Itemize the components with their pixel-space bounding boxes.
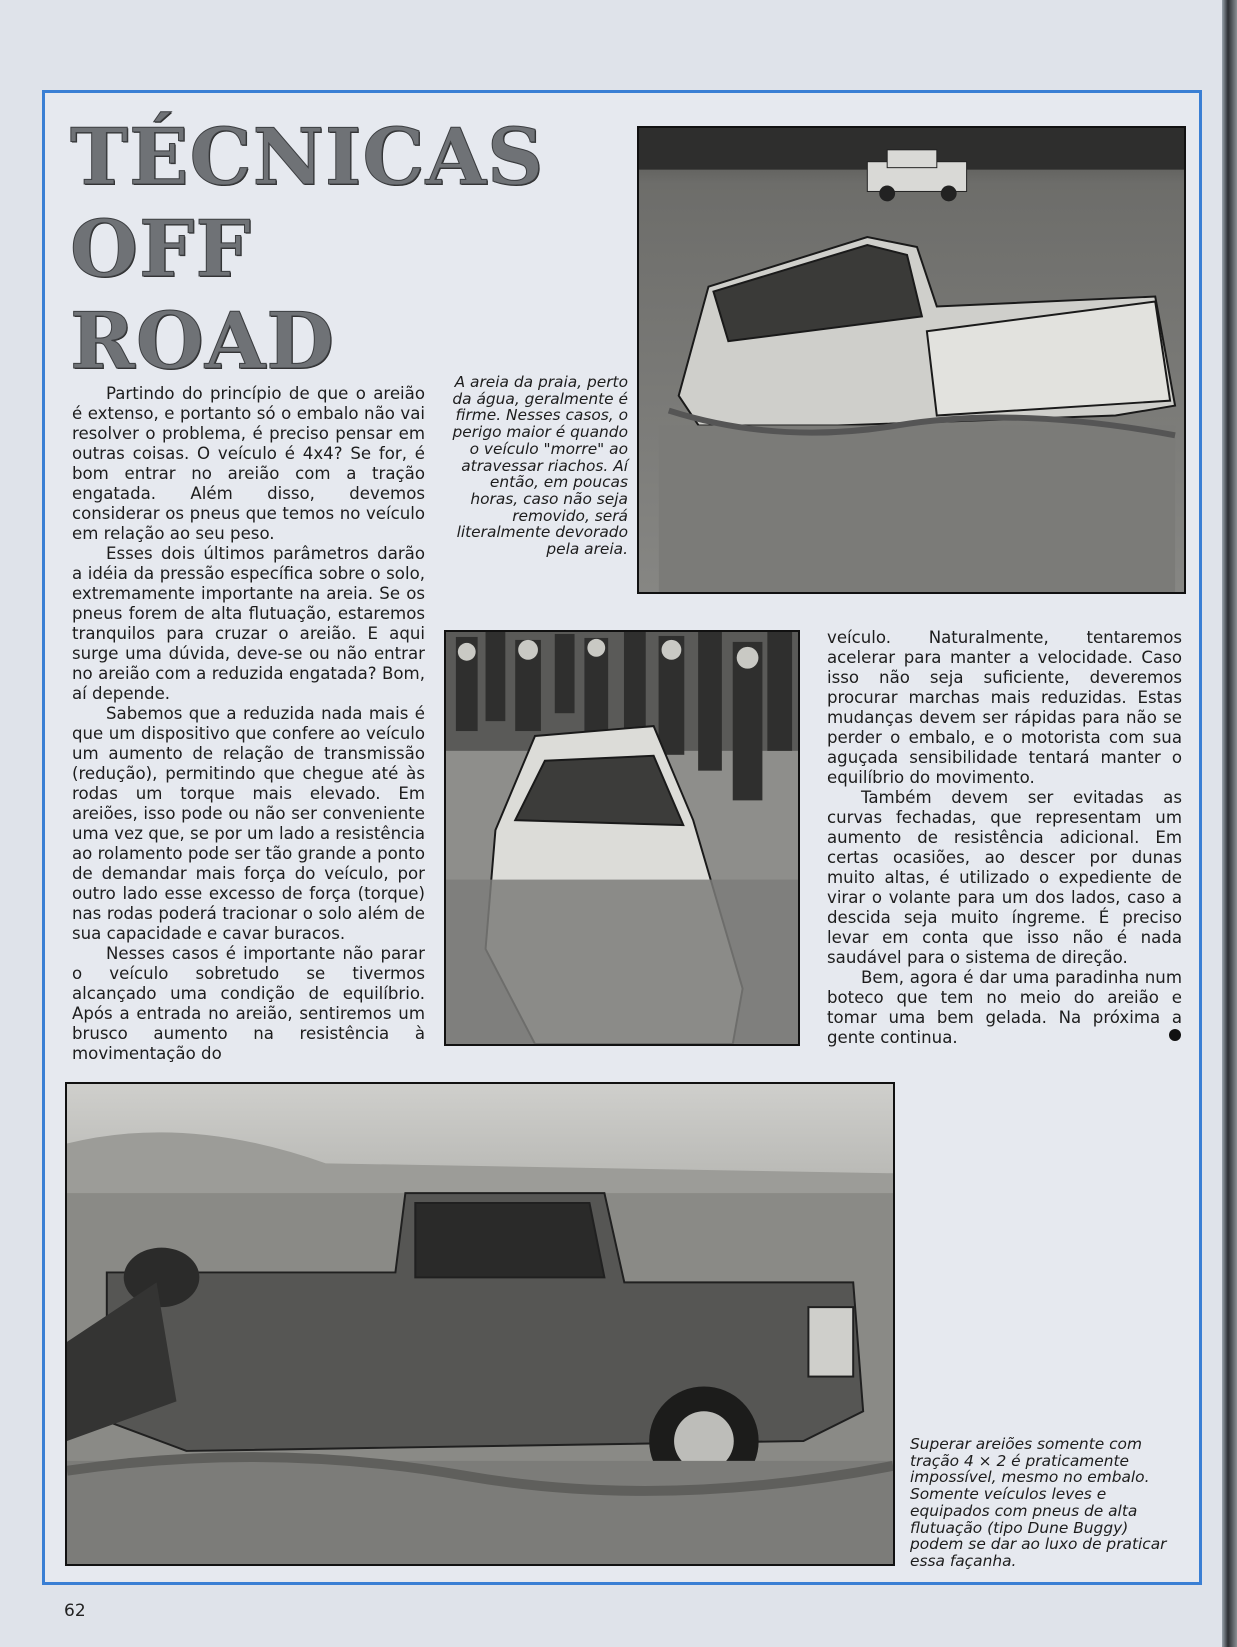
- right-text-column: [827, 628, 1182, 1048]
- left-text-column: [72, 384, 425, 1064]
- right-paragraph: Bem, agora é dar uma paradinha num boteco que tem no meio do areião e tomar uma bem gelada. Na próxima a gente continua.: [827, 968, 1182, 1047]
- title-line-2: OFF ROAD: [70, 204, 335, 387]
- title-line-1: TÉCNICAS: [70, 112, 545, 203]
- photo-truck-sunk-in-beach: [637, 126, 1186, 594]
- photo-car-sunk-crowd: [444, 630, 800, 1046]
- article-title: [70, 112, 545, 388]
- left-paragraph: Esses dois últimos parâmetros darão a idéia da pressão específica sobre o solo, extremamente importante na areia. Se os pneus forem de alta flutuação, estaremos tranquilos para cruzar o areião. E aqui surge uma dúvida, deve-se ou não entrar no areião com a reduzida engatada? Bom, aí depende.: [72, 544, 425, 703]
- caption-beach-photo: A areia da praia, perto da água, geralmente é firme. Nesses casos, o perigo maior é quando o veículo "morre" ao atravessar riachos. Aí então, em poucas horas, caso não seja removido, será literalmente devorado pela areia.: [452, 373, 628, 559]
- end-of-article-marker: [1169, 1029, 1181, 1041]
- page-edge: [1222, 0, 1237, 1647]
- photo-pickup-stuck-in-sand: [65, 1082, 895, 1566]
- caption-pickup-photo: Superar areiões somente com tração 4 × 2 é praticamente impossível, mesmo no embalo. Somente veículos leves e equipados com pneus de alta flutuação (tipo Dune Buggy) podem se dar ao luxo de praticar essa façanha.: [910, 1435, 1167, 1570]
- right-paragraph: Também devem ser evitadas as curvas fechadas, que representam um aumento de resistência adicional. Em certas ocasiões, ao descer por dunas muito altas, é utilizado o expediente de virar o volante para um dos lados, caso a descida seja muito íngreme. É preciso levar em conta que isso não é nada saudável para o sistema de direção.: [827, 788, 1182, 967]
- page-number: 62: [64, 1601, 86, 1621]
- left-paragraph: Partindo do princípio de que o areião é extenso, e portanto só o embalo não vai resolver o problema, é preciso pensar em outras coisas. O veículo é 4x4? Se for, é bom entrar no areião com a tração engatada. Além disso, devemos considerar os pneus que temos no veículo em relação ao seu peso.: [72, 384, 425, 543]
- left-paragraph: Nesses casos é importante não parar o veículo sobretudo se tivermos alcançado uma condição de equilíbrio. Após a entrada no areião, sentiremos um brusco aumento na resistência à movimentação do: [72, 944, 425, 1063]
- right-paragraph: veículo. Naturalmente, tentaremos acelerar para manter a velocidade. Caso isso não seja suficiente, deveremos procurar marchas mais reduzidas. Estas mudanças devem ser rápidas para não se perder o embalo, e o motorista com sua aguçada sensibilidade tentará manter o equilíbrio do movimento.: [827, 628, 1182, 787]
- left-paragraph: Sabemos que a reduzida nada mais é que um dispositivo que confere ao veículo um aumento de relação de transmissão (redução), permitindo que chegue até às rodas um torque mais elevado. Em areiões, isso pode ou não ser conveniente uma vez que, se por um lado a resistência ao rolamento pode ser tão grande a ponto de demandar mais força do veículo, por outro lado esse excesso de força (torque) nas rodas poderá tracionar o solo além de sua capacidade e cavar buracos.: [72, 704, 425, 943]
